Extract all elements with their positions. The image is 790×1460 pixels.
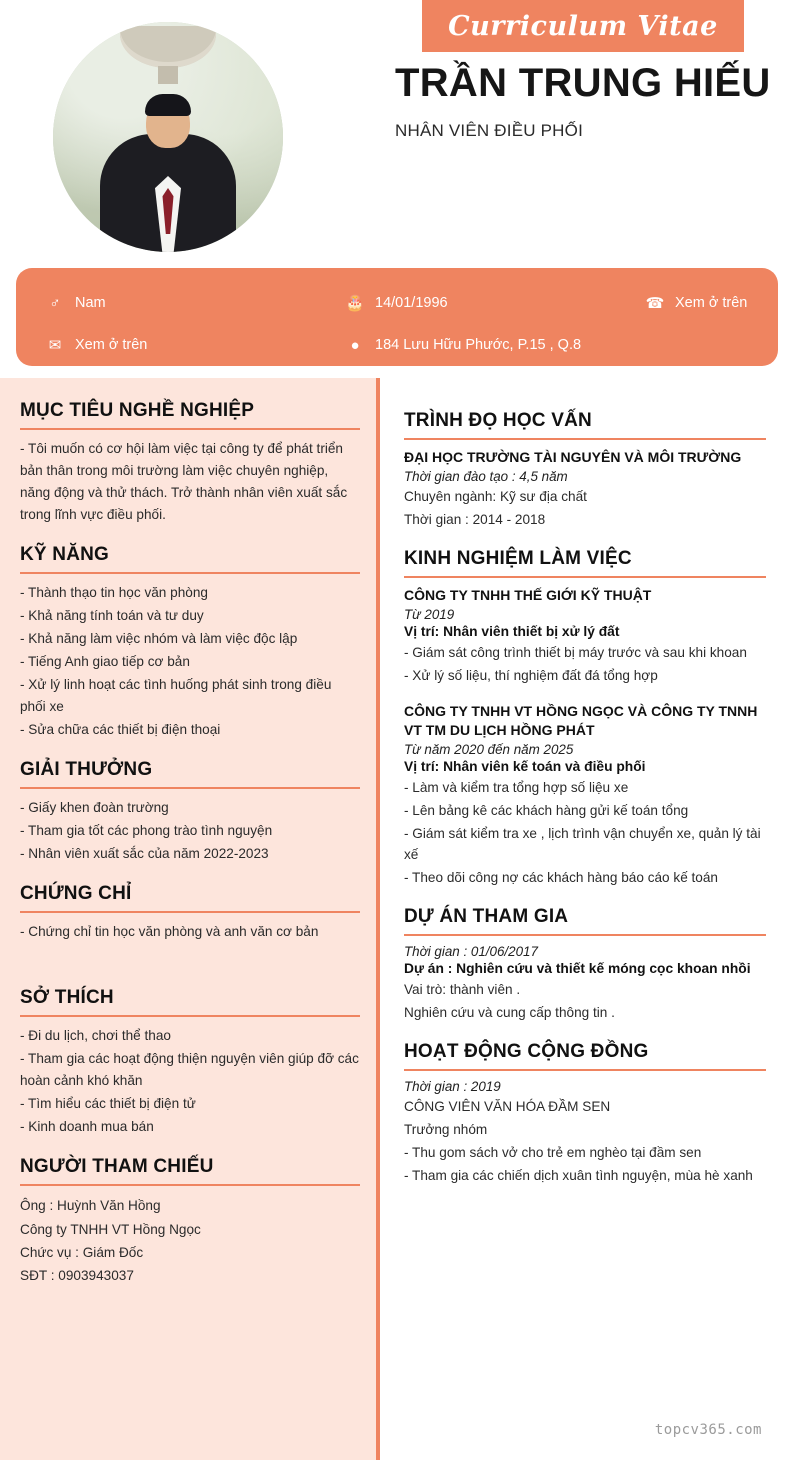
divider	[404, 438, 766, 440]
section-title-awards: GIẢI THƯỞNG	[20, 759, 153, 781]
project-period: Thời gian : 01/06/2017	[404, 944, 538, 960]
list-item: - Thu gom sách vở cho trẻ em nghèo tại đầm sen	[404, 1145, 702, 1161]
experience-position: Vị trí: Nhân viên kế toán và điều phối	[404, 758, 646, 774]
section-title-community: HOẠT ĐỘNG CỘNG ĐỒNG	[404, 1041, 649, 1063]
list-item: - Giấy khen đoàn trường	[20, 800, 169, 816]
experience-company: CÔNG TY TNHH VT HỒNG NGỌC VÀ CÔNG TY TNNH VT TM DU LỊCH HỒNG PHÁT	[404, 703, 758, 738]
gender-icon: ♂	[49, 294, 61, 312]
contact-email[interactable]	[46, 337, 346, 353]
experience-item	[404, 702, 766, 888]
list-item: - Tìm hiểu các thiết bị điện tử	[20, 1096, 196, 1112]
contact-address-value: 184 Lưu Hữu Phước, P.15 , Q.8	[375, 337, 582, 353]
list-item: - Xử lý linh hoạt các tình huống phát sinh trong điều phối xe	[20, 677, 332, 715]
right-column	[380, 378, 790, 1460]
photo-suit	[100, 134, 236, 252]
contact-birthday	[346, 295, 646, 311]
education-school: ĐẠI HỌC TRƯỜNG TÀI NGUYÊN VÀ MÔI TRƯỜNG	[404, 449, 742, 465]
list-item: - Đi du lịch, chơi thể thao	[20, 1028, 171, 1044]
list-item: - Làm và kiểm tra tổng hợp số liệu xe	[404, 779, 629, 795]
list-item: - Thành thạo tin học văn phòng	[20, 585, 208, 601]
left-column	[0, 378, 380, 1460]
community-org: CÔNG VIÊN VĂN HÓA ĐẦM SEN	[404, 1099, 611, 1115]
project-name: Dự án : Nghiên cứu và thiết kế móng cọc khoan nhồi	[404, 961, 751, 977]
education-years: Thời gian : 2014 - 2018	[404, 511, 546, 527]
profile-photo	[53, 22, 283, 252]
section-title-skills: KỸ NĂNG	[20, 544, 110, 566]
list-item: - Kinh doanh mua bán	[20, 1119, 154, 1135]
candidate-job-title: NHÂN VIÊN ĐIỀU PHỐI	[395, 121, 583, 141]
contact-row-2	[46, 324, 748, 366]
list-item: - Tham gia các hoạt động thiện nguyện viên giúp đỡ các hoàn cảnh khó khăn	[20, 1051, 359, 1089]
experience-company: CÔNG TY TNHH THẾ GIỚI KỸ THUẬT	[404, 587, 652, 604]
divider	[20, 787, 360, 789]
divider	[404, 576, 766, 578]
divider	[20, 1015, 360, 1017]
list-item: - Tham gia tốt các phong trào tình nguyện	[20, 823, 273, 839]
career-objective-text: - Tôi muốn có cơ hội làm việc tại công ty để phát triển bản thân trong môi trường làm việc chuyên nghiệp, năng động và thử thách. Trở thành nhân viên xuất sắc trong lĩnh vực điều phối.	[20, 441, 348, 523]
list-item: - Giám sát kiểm tra xe , lịch trình vận chuyển xe, quản lý tài xế	[404, 825, 761, 862]
spacer	[404, 688, 766, 698]
list-item: - Xử lý số liệu, thí nghiệm đất đá tổng hợp	[404, 667, 658, 683]
photo-hair	[145, 94, 191, 116]
contact-birthday-value: 14/01/1996	[375, 295, 448, 311]
education-duration: Thời gian đào tạo : 4,5 năm	[404, 468, 568, 484]
education-major: Chuyên ngành: Kỹ sư địa chất	[404, 488, 587, 504]
cv-header	[0, 0, 790, 258]
reference-line: Ông : Huỳnh Văn Hồng	[20, 1198, 161, 1214]
name-block	[395, 62, 775, 141]
community-role: Trưởng nhóm	[404, 1122, 488, 1138]
curriculum-vitae-badge	[422, 0, 744, 52]
curriculum-vitae-badge-label: Curriculum Vitae	[448, 10, 718, 42]
section-title-experience: KINH NGHIỆM LÀM VIỆC	[404, 548, 632, 570]
list-item: - Sửa chữa các thiết bị điện thoại	[20, 722, 221, 738]
section-title-career-objective: MỤC TIÊU NGHỀ NGHIỆP	[20, 400, 255, 421]
watermark: topcv365.com	[654, 1422, 762, 1438]
list-item: - Tham gia các chiến dịch xuân tình nguyện, mùa hè xanh	[404, 1168, 753, 1184]
list-item: - Khả năng làm việc nhóm và làm việc độc lập	[20, 631, 298, 647]
list-item: - Theo dõi công nợ các khách hàng báo cáo kế toán	[404, 870, 718, 886]
section-title-reference: NGƯỜI THAM CHIẾU	[20, 1156, 214, 1178]
phone-icon: ☎	[645, 294, 665, 312]
cake-icon: 🎂	[345, 294, 365, 312]
reference-line: Công ty TNHH VT Hồng Ngọc	[20, 1221, 201, 1237]
divider	[404, 934, 766, 936]
project-line: Nghiên cứu và cung cấp thông tin .	[404, 1005, 615, 1021]
contact-address	[346, 337, 748, 353]
contact-phone[interactable]	[646, 295, 748, 311]
contact-bar	[16, 268, 778, 366]
location-icon: ●	[350, 336, 360, 354]
divider	[404, 1069, 766, 1071]
envelope-icon: ✉	[48, 336, 62, 354]
community-period: Thời gian : 2019	[404, 1079, 501, 1095]
divider	[20, 911, 360, 913]
section-title-projects: DỰ ÁN THAM GIA	[404, 906, 569, 928]
candidate-name: TRẦN TRUNG HIẾU	[395, 61, 771, 105]
project-line: Vai trò: thành viên .	[404, 982, 521, 998]
divider	[20, 572, 360, 574]
list-item: - Nhân viên xuất sắc của năm 2022-2023	[20, 846, 269, 862]
reference-line: SĐT : 0903943037	[20, 1268, 134, 1284]
left-column-accent-bar	[376, 378, 380, 1460]
section-title-hobbies: SỞ THÍCH	[20, 987, 114, 1009]
section-title-education: TRÌNH ĐỌ HỌC VẤN	[404, 410, 592, 431]
contact-gender-value: Nam	[75, 295, 106, 311]
contact-row-1	[46, 282, 748, 324]
section-title-certificates: CHỨNG CHỈ	[20, 883, 132, 905]
experience-position: Vị trí: Nhân viên thiết bị xử lý đất	[404, 623, 620, 639]
contact-gender	[46, 295, 346, 311]
list-item: - Chứng chỉ tin học văn phòng và anh văn cơ bản	[20, 924, 319, 940]
list-item: - Khả năng tính toán và tư duy	[20, 608, 204, 624]
list-item: - Lên bảng kê các khách hàng gửi kế toán tổng	[404, 802, 689, 818]
divider	[20, 428, 360, 430]
list-item: - Tiếng Anh giao tiếp cơ bản	[20, 654, 190, 670]
experience-period: Từ năm 2020 đến năm 2025	[404, 741, 574, 757]
reference-line: Chức vụ : Giám Đốc	[20, 1245, 144, 1261]
experience-item	[404, 586, 766, 686]
contact-phone-value: Xem ở trên	[675, 295, 748, 311]
experience-period: Từ 2019	[404, 606, 455, 622]
divider	[20, 1184, 360, 1186]
contact-email-value: Xem ở trên	[75, 337, 148, 353]
list-item: - Giám sát công trình thiết bị máy trước và sau khi khoan	[404, 644, 747, 660]
cv-body	[0, 378, 790, 1460]
